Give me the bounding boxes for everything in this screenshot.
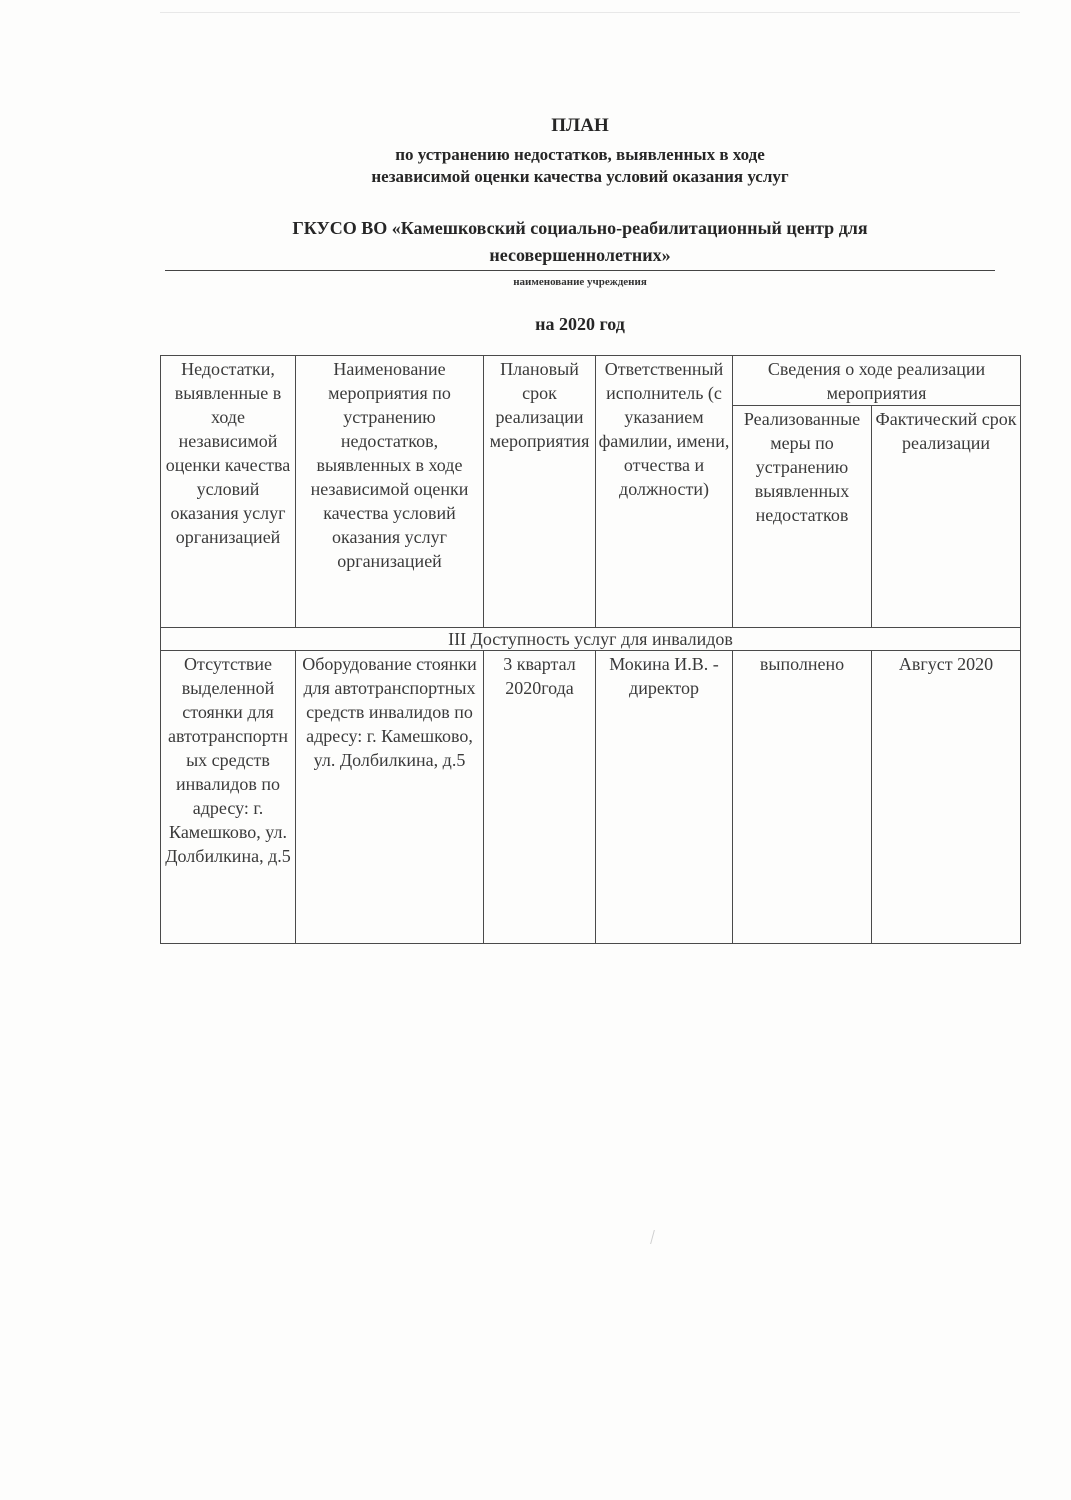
header-actual-term: Фактический срок реализации: [872, 406, 1021, 628]
subtitle-line-2: независимой оценки качества условий оказания услуг: [371, 167, 789, 186]
header-deficiencies: Недостатки, выявленные в ходе независимой оценки качества условий оказания услуг организацией: [161, 356, 296, 628]
organization-underline: [165, 270, 995, 271]
organization-name: [160, 215, 1000, 269]
header-implemented-measures: Реализованные меры по устранению выявленных недостатков: [733, 406, 872, 628]
table-row: [161, 651, 1021, 944]
header-planned-term: Плановый срок реализации мероприятия: [484, 356, 596, 628]
scan-edge: [160, 12, 1020, 13]
cell-planned-term: 3 квартал 2020года: [484, 651, 596, 944]
cell-deficiency: Отсутствие выделенной стоянки для автотранспортных средств инвалидов по адресу: г. Камешково, ул. Долбилкина, д.5: [161, 651, 296, 944]
document-title: ПЛАН: [551, 115, 609, 136]
cell-responsible: Мокина И.В. - директор: [596, 651, 733, 944]
plan-year: на 2020 год: [535, 314, 625, 334]
cell-implemented: выполнено: [733, 651, 872, 944]
cell-actual-term: Август 2020: [872, 651, 1021, 944]
organization-line-1: ГКУСО ВО «Камешковский социально-реабилитационный центр для: [292, 218, 868, 238]
document-subtitle: [160, 144, 1000, 188]
header-measure-name: Наименование мероприятия по устранению недостатков, выявленных в ходе независимой оценки качества условий оказания услуг организацией: [296, 356, 484, 628]
cell-measure: Оборудование стоянки для автотранспортных средств инвалидов по адресу: г. Камешково, ул. Долбилкина, д.5: [296, 651, 484, 944]
subtitle-line-1: по устранению недостатков, выявленных в ходе: [395, 145, 765, 164]
section-title: III Доступность услуг для инвалидов: [161, 628, 1021, 651]
section-row: [161, 628, 1021, 651]
table-header-row: [161, 356, 1021, 406]
organization-line-2: несовершеннолетних»: [489, 245, 671, 265]
plan-table: [160, 355, 1021, 944]
scan-mark: [650, 1230, 661, 1244]
organization-caption: наименование учреждения: [513, 276, 647, 288]
header-implementation-group: Сведения о ходе реализации мероприятия: [733, 356, 1021, 406]
header-responsible: Ответственный исполнитель (с указанием фамилии, имени, отчества и должности): [596, 356, 733, 628]
